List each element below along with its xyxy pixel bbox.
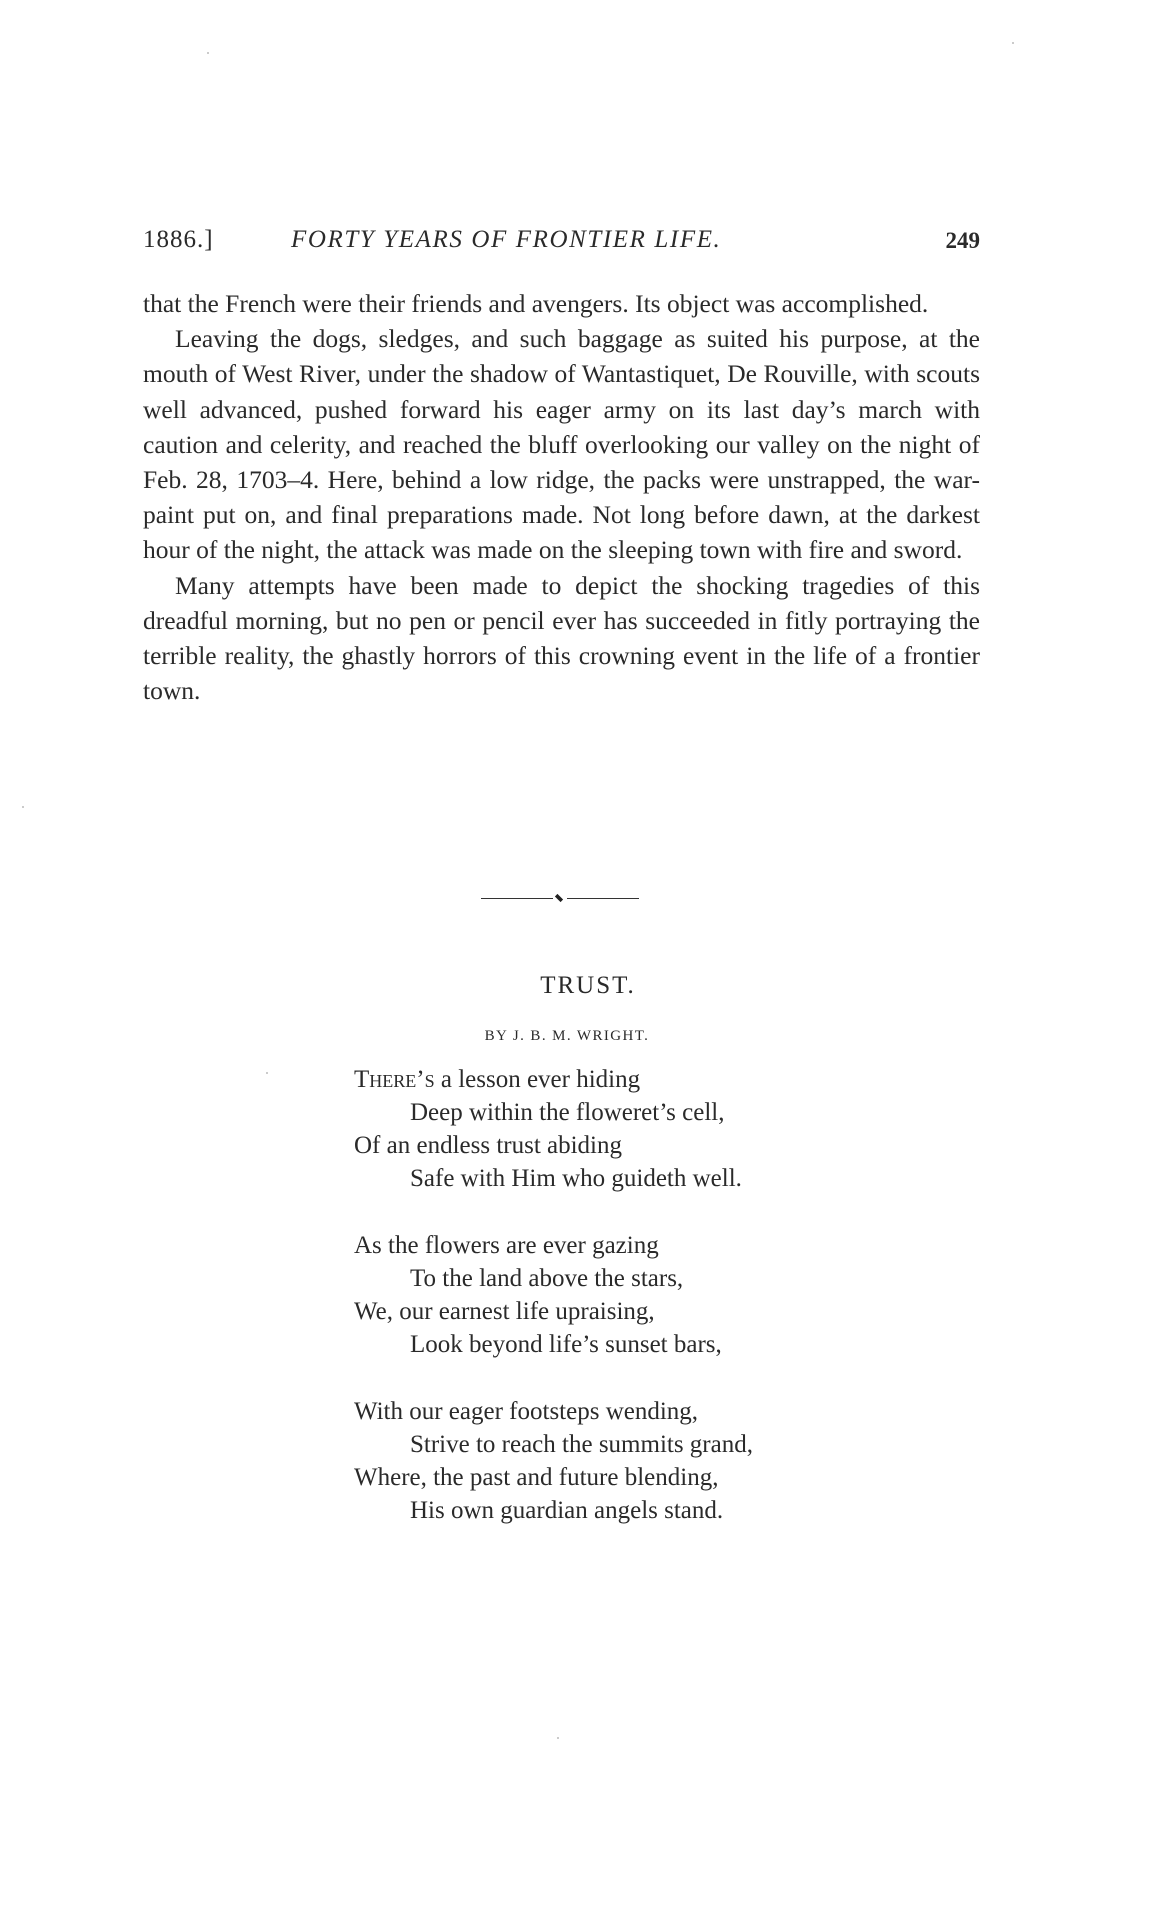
poem-stanza-2 xyxy=(354,1229,1054,1361)
poem-line: His own guardian angels stand. xyxy=(410,1497,724,1524)
poem-line: Deep within the floweret’s cell, xyxy=(410,1099,725,1126)
divider-rule-left xyxy=(481,898,553,899)
running-header xyxy=(143,222,980,262)
poem-line: We, our earnest life upraising, xyxy=(354,1298,655,1325)
poem-stanza-3 xyxy=(354,1395,1054,1527)
poem-line: With our eager footsteps wending, xyxy=(354,1398,699,1425)
poem-body xyxy=(354,1063,1054,1561)
poem-line: Safe with Him who guideth well. xyxy=(410,1165,742,1192)
paper-speck xyxy=(22,806,24,808)
poem-line: Strive to reach the summits grand, xyxy=(410,1431,753,1458)
paper-speck xyxy=(266,1072,268,1074)
section-divider-ornament xyxy=(481,893,639,903)
poem-line: Of an endless trust abiding xyxy=(354,1132,623,1159)
divider-diamond-icon xyxy=(555,894,563,902)
poem-line: As the flowers are ever gazing xyxy=(354,1232,659,1259)
paragraph-3: Many attempts have been made to depict the shocking tragedies of this dreadful morning, but no pen or pencil ever has succeeded in fitly portraying the terrible reality, the ghastly horrors of this crowning event in the life of a frontier town. xyxy=(143,570,980,706)
page-number: 249 xyxy=(945,228,980,253)
article-body xyxy=(143,286,980,708)
paper-speck xyxy=(207,52,209,54)
poem-line: To the land above the stars, xyxy=(410,1265,684,1292)
paper-speck xyxy=(1012,42,1014,44)
poem-line: Look beyond life’s sunset bars, xyxy=(410,1331,722,1358)
poem-first-word: There’s xyxy=(354,1066,435,1093)
paragraph-1: that the French were their friends and avengers. Its object was accomplished. xyxy=(143,289,929,318)
poem-title: TRUST. xyxy=(540,972,636,999)
poem-line: Where, the past and future blending, xyxy=(354,1464,719,1491)
poem-stanza-1 xyxy=(354,1063,1054,1195)
paragraph-2: Leaving the dogs, sledges, and such baggage as suited his purpose, at the mouth of West River, under the shadow of Wantastiquet, De Rouville, with scouts well advanced, pushed forward his eager army on its last day’s march with caution and celerity, and reached the bluff overlooking our valley on the night of Feb. 28, 1703–4. Here, behind a low ridge, the packs were unstrapped, the war-paint put on, and final preparations made. Not long before dawn, at the darkest hour of the night, the attack was made on the sleeping town with fire and sword. xyxy=(143,324,980,565)
header-year: 1886.] xyxy=(143,226,214,253)
divider-rule-right xyxy=(567,898,639,899)
poem-line xyxy=(354,1063,1054,1096)
header-title: FORTY YEARS OF FRONTIER LIFE. xyxy=(291,226,722,253)
poem-byline: BY J. B. M. WRIGHT. xyxy=(484,1028,650,1044)
paper-speck xyxy=(557,1737,559,1739)
poem-first-line-rest: a lesson ever hiding xyxy=(434,1066,641,1093)
